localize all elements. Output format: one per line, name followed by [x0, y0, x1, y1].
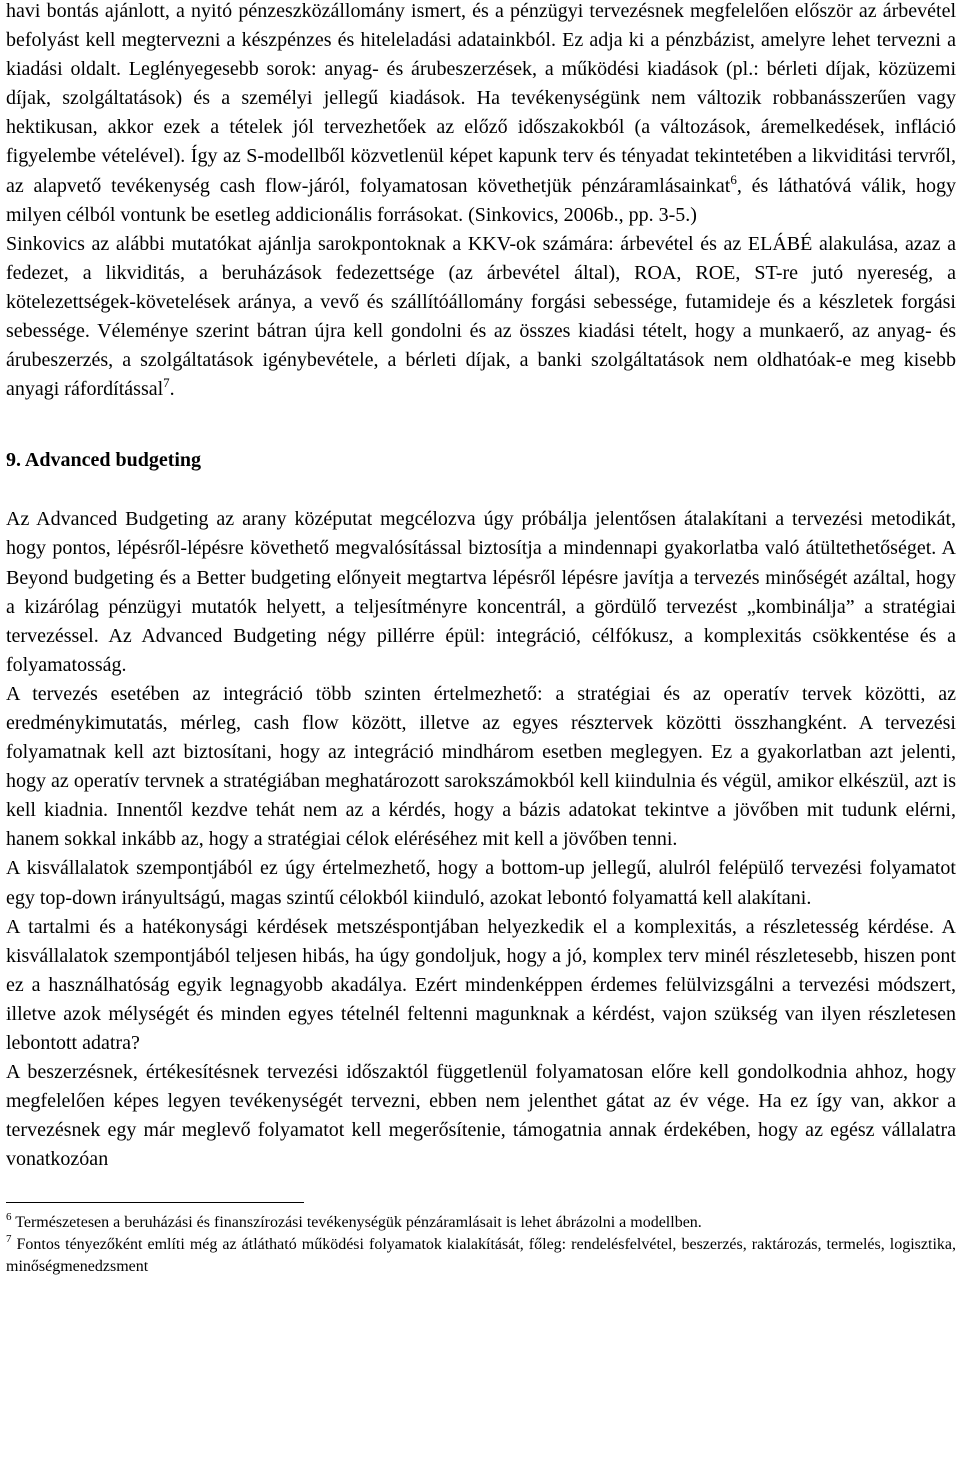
- paragraph: Az Advanced Budgeting az arany középutat megcélozva úgy próbálja jelentősen átalakítani a tervezési metodikát, hogy pontos, lépésről-lépésre követhető megvalósítással biztosítja a mindennapi gyakorlatba való átültethetőséget. A Beyond budgeting és a Better budgeting előnyeit megtartva lépésről lépésre javítja a tervezés minőségét azáltal, hogy a kizárólag pénzügyi mutatók helyett, a teljesítményre koncentrál, a gördülő tervezést „kombinálja” a stratégiai tervezéssel. Az Advanced Budgeting négy pillérre épül: integráció, célfókusz, a komplexitás csökkentése és a folyamatosság.: [6, 508, 956, 676]
- section-heading: 9. Advanced budgeting: [6, 449, 202, 472]
- footnote-6: [6, 1212, 956, 1234]
- paragraph-text: havi bontás ajánlott, a nyitó pénzeszközállomány ismert, és a pénzügyi tervezésnek megfelelően először az árbevétel befolyást kell megtervezni a készpénzes és hiteleladási adatainkból. Ez adja ki a pénzbázist, amelyre lehet tervezni a kiadási oldalt. Leglényegesebb sorok: anyag- és árubeszerzések, a működési kiadások (pl.: bérleti díjak, közüzemi díjak, szolgáltatások) és a személyi jellegű kiadások. Ha tevékenységünk nem változik robbanásszerűen vagy hektikusan, akkor ezek a tételek jól tervezhetőek az előző időszakokból (a változások, áremelkedések, infláció figyelembe vételével). Így az S-modellből közvetlenül képet kapunk terv és tényadat tekintetében a likviditási tervről, az alapvető tevékenység cash flow-járól, folyamatosan követhetjük pénzáramlásainkat: [6, 0, 956, 197]
- document-page: [6, 0, 956, 1278]
- paragraph: A kisvállalatok szempontjából ez úgy értelmezhető, hogy a bottom-up jellegű, alulról felépülő tervezési folyamatot egy top-down irányultságú, magas szintű célokból kiinduló, azokat lebontó folyamattá kell alakítani.: [6, 857, 956, 909]
- footnote-divider: [6, 1202, 304, 1203]
- footnote-text: Természetesen a beruházási és finanszírozási tevékenységük pénzáramlásait is lehet ábrázolni a modellben.: [11, 1214, 702, 1232]
- footnote-7: [6, 1234, 956, 1278]
- footnote-mark: 7: [6, 1233, 12, 1246]
- footnote-ref-6: 6: [730, 171, 737, 187]
- paragraph: A tartalmi és a hatékonysági kérdések metszéspontjában helyezkedik el a komplexitás, a részletesség kérdése. A kisvállalatok szempontjából teljesen hibás, ha úgy gondoljuk, hogy a jó, komplex terv minél részletesebb, hiszen pont ez a használhatóság egyik legnagyobb akadálya. Ezért mindenképpen érdemes felülvizsgálni a tervezési módszert, illetve azok mélységét és minden egyes tételnél feltenni magunknak a kérdést, vajon szükség van ilyen részletesen lebontott adatra?: [6, 915, 956, 1054]
- footnote-mark: 6: [6, 1211, 12, 1224]
- paragraph-text: Sinkovics az alábbi mutatókat ajánlja sarokpontoknak a KKV-ok számára: árbevétel és az ELÁBÉ alakulása, azaz a fedezet, a likviditás, a beruházások fedezettsége (az árbevétel által), ROA, ROE, ST-re jutó nyereség, a kötelezettségek-követelések aránya, a vevő és szállítóállomány forgási sebessége, futamideje és a készletek forgási sebessége. Véleménye szerint bátran újra kell gondolni és az összes kiadási tételt, hogy a munkaerő, az anyag- és árubeszerzés, a szolgáltatások igénybevétele, a bérleti díjak, a banki szolgáltatások nem oldhatóak-e meg kisebb anyagi ráfordítással: [6, 232, 956, 401]
- paragraph: [6, 0, 956, 230]
- paragraph-text: , és láthatóvá válik, hogy milyen célból vontunk be esetleg addicionális forrásokat. (Sinkovics, 2006b., pp. 3-5.): [6, 174, 956, 226]
- paragraph: A beszerzésnek, értékesítésnek tervezési időszaktól függetlenül folyamatosan előre kell gondolkodnia ahhoz, hogy megfelelően képes legyen tevékenységét tervezni, ebben nem jelenthet gátat az év vége. Ha ez így van, akkor a tervezésnek egy már meglevő folyamatot kell megerősítenie, támogatnia annak érdekében, hogy az egész vállalatra vonatkozóan: [6, 1061, 956, 1171]
- paragraph: [6, 230, 956, 405]
- footnote-ref-7: 7: [163, 375, 170, 391]
- paragraph: A tervezés esetében az integráció több szinten értelmezhető: a stratégiai és az operatív tervek közötti, az eredménykimutatás, mérleg, cash flow között, illetve az egyes résztervek közötti összhangként. A tervezési folyamatnak kell azt biztosítani, hogy az integráció mindhárom esetben meglegyen. Ez a gyakorlatban azt jelenti, hogy az operatív tervnek a stratégiában meghatározott sarokszámokból kell kiindulnia és végül, amikor elkészül, azt is kell kiadnia. Innentől kezdve tehát nem az a kérdés, hogy a bázis adatokat tekintve a jövőben mit tudunk elérni, hanem sokkal inkább az, hogy a stratégiai célok eléréséhez mit kell a jövőben tenni.: [6, 682, 956, 851]
- footnote-text: Fontos tényezőként említi még az átlátható működési folyamatok kialakítását, főleg: rendelésfelvétel, beszerzés, raktározás, termelés, logisztika, minőségmenedzsment: [6, 1236, 956, 1276]
- paragraph-text: .: [169, 378, 175, 401]
